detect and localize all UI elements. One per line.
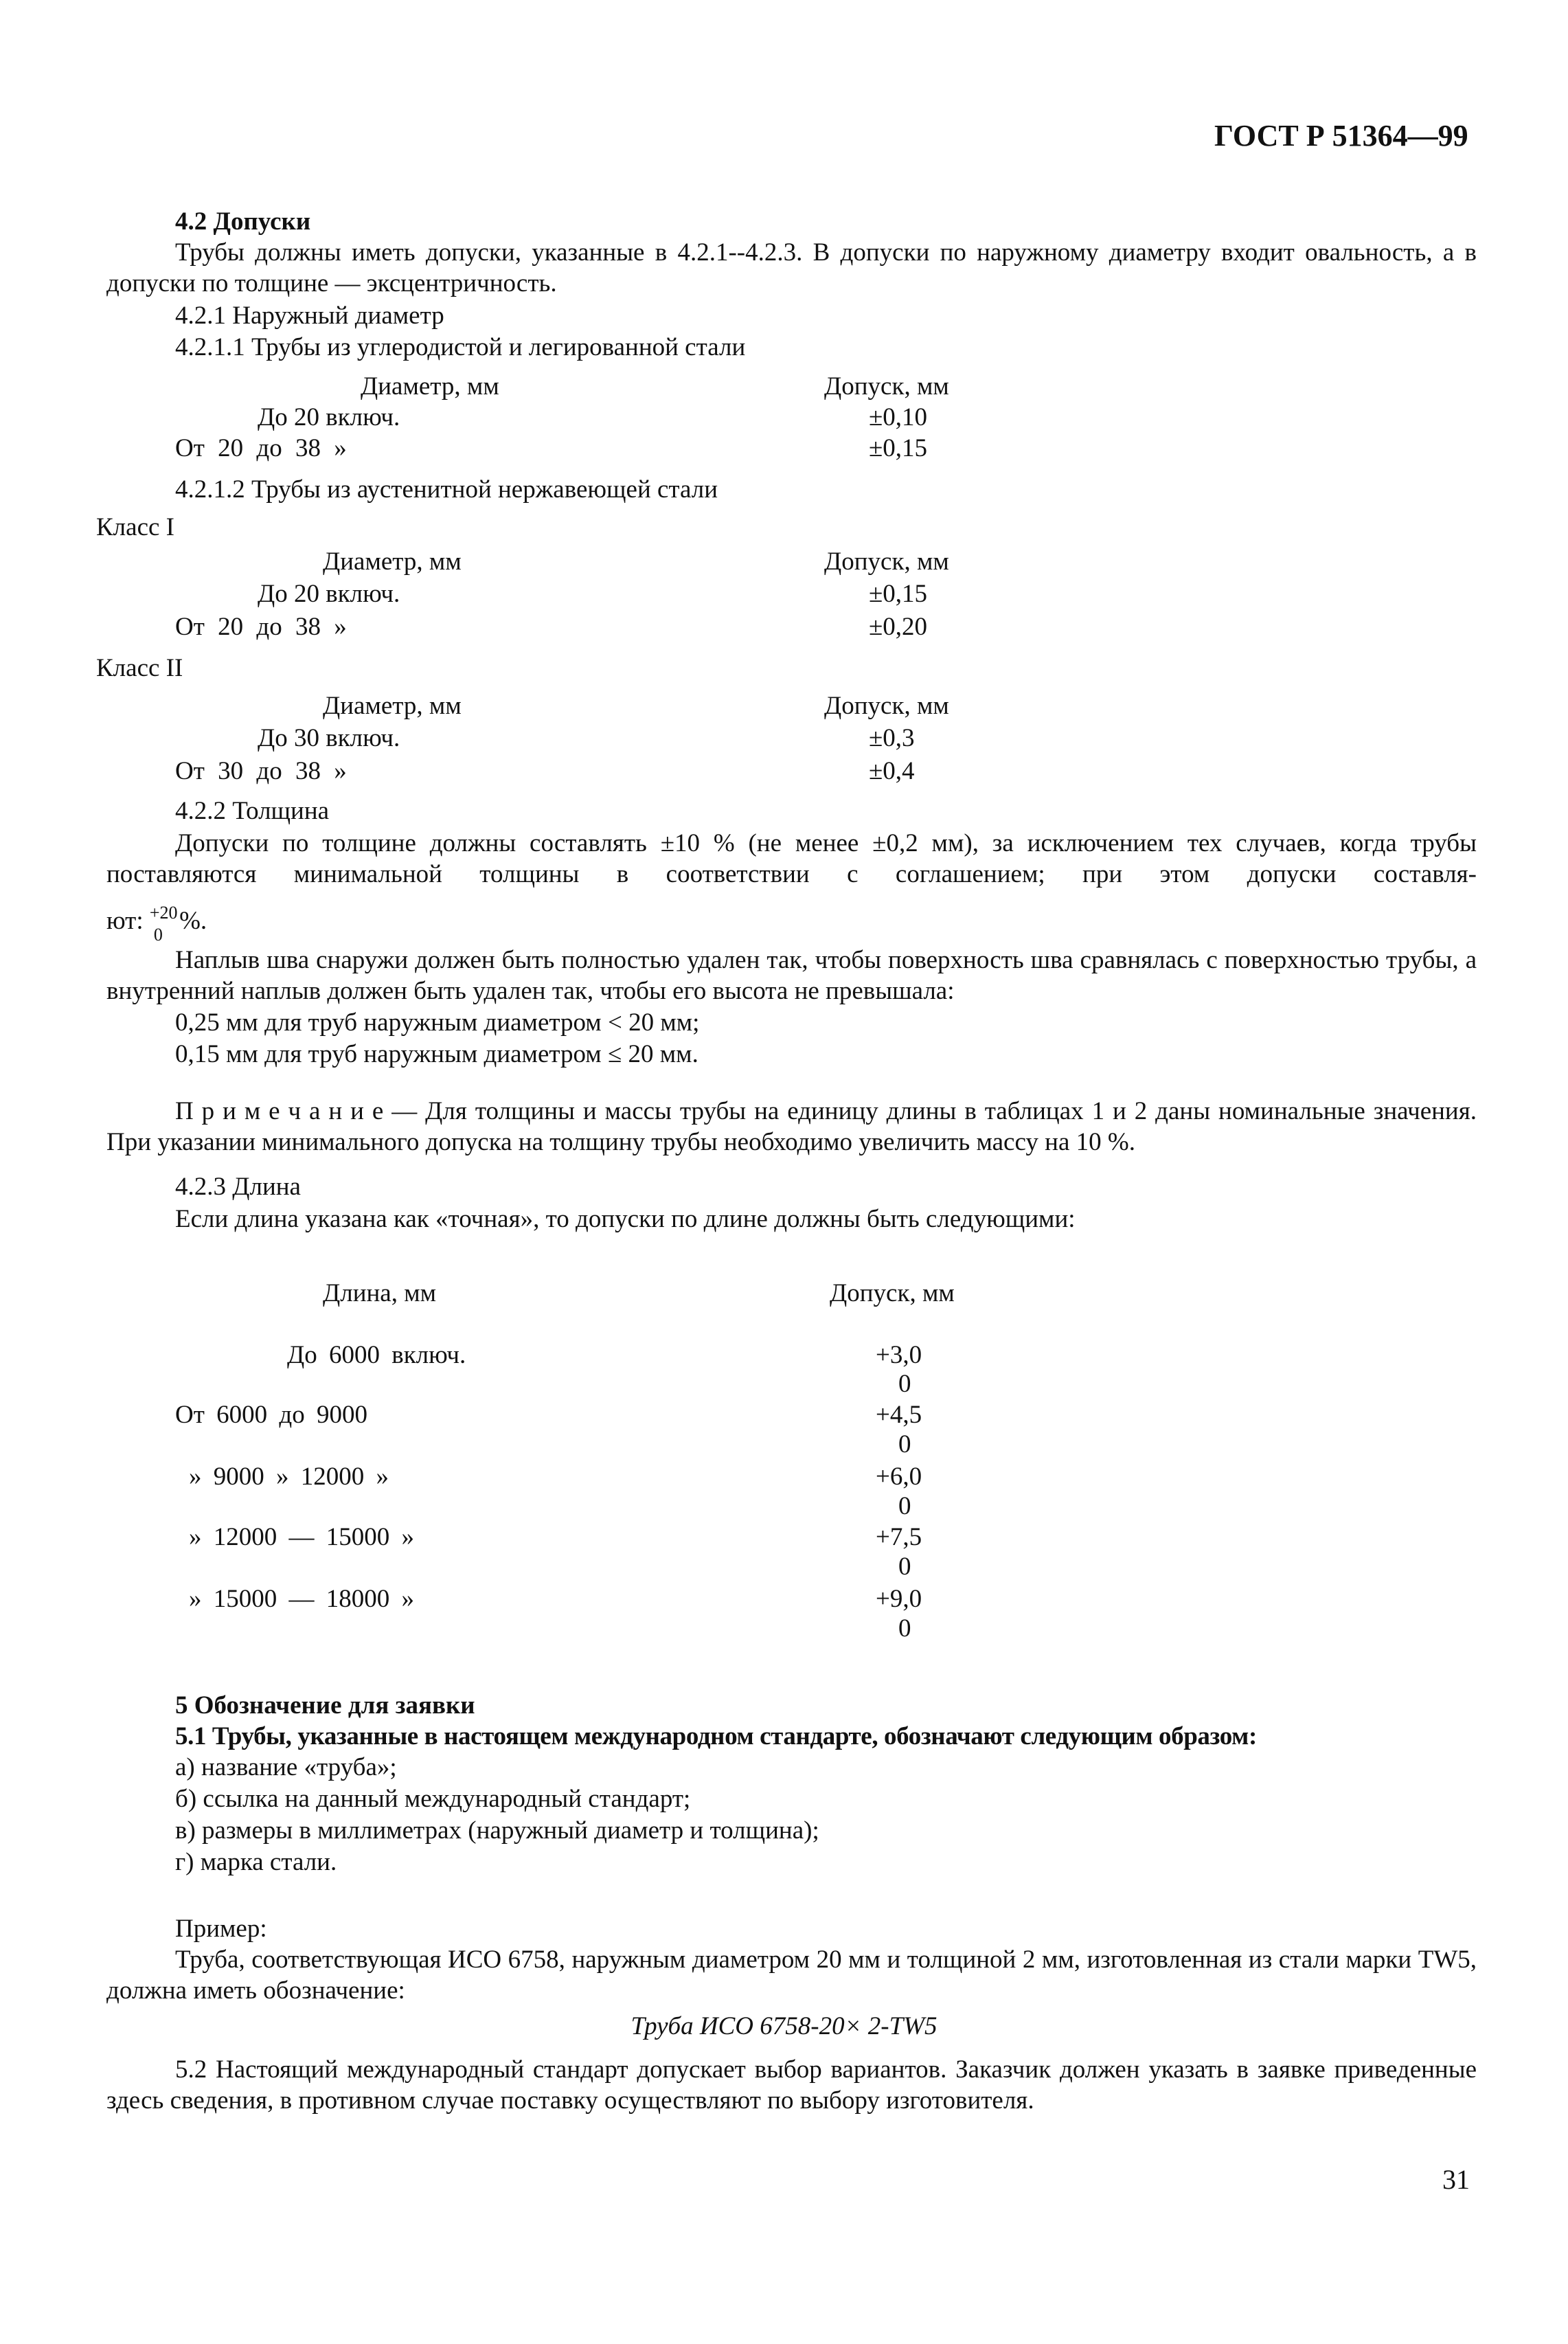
table-row-tolerance-lower: 0 [898, 1553, 911, 1581]
page-number: 31 [1442, 2164, 1470, 2195]
table-row-tolerance: ±0,20 [869, 613, 928, 641]
table-row-range: От 6000 до 9000 [175, 1401, 367, 1429]
table-header-tolerance: Допуск, мм [824, 692, 949, 720]
class-1-label: Класс I [96, 513, 174, 541]
table-header-diameter: Диаметр, мм [323, 548, 462, 576]
table-row-range: До 6000 включ. [287, 1341, 466, 1369]
table-header-tolerance: Допуск, мм [824, 372, 949, 401]
table-row-range: » 9000 » 12000 » [189, 1463, 389, 1491]
table-row-range: От 30 до 38 » [175, 757, 347, 785]
table-header-diameter: Диаметр, мм [361, 372, 499, 401]
weld-limit-2: 0,15 мм для труб наружным диаметром ≤ 20 мм. [175, 1040, 698, 1068]
table-row-tolerance-lower: 0 [898, 1370, 911, 1398]
section-title-4-2-1-1: 4.2.1.1 Трубы из углеродистой и легированной стали [175, 333, 746, 361]
note-text: — Для толщины и массы трубы на единицу длины в таблицах 1 и 2 даны номинальные значения. При указании минимального допуска на толщину трубы необходимо увеличить массу на 10 %. [106, 1097, 1477, 1156]
list-item: а) название «труба»; [175, 1753, 397, 1781]
table-row-tolerance-lower: 0 [898, 1614, 911, 1643]
table-header-length: Длина, мм [323, 1279, 437, 1307]
tolerance-unit: %. [179, 907, 207, 935]
table-row-tolerance: ±0,15 [869, 580, 928, 608]
table-row-range: » 15000 — 18000 » [189, 1585, 414, 1613]
section-title-5: 5 Обозначение для заявки [175, 1691, 475, 1720]
class-2-label: Класс II [96, 654, 183, 682]
note-label: П р и м е ч а н и е [175, 1097, 384, 1125]
table-row-range: » 12000 — 15000 » [189, 1523, 414, 1551]
weld-limit-1: 0,25 мм для труб наружным диаметром < 20 мм; [175, 1008, 700, 1037]
table-row-tolerance-upper: +7,5 [876, 1523, 922, 1551]
table-row-tolerance-upper: +6,0 [876, 1463, 922, 1491]
document-code: ГОСТ Р 51364—99 [1214, 119, 1468, 153]
section-5-1: 5.1 Трубы, указанные в настоящем международном стандарте, обозначают следующим образом: [175, 1722, 1257, 1750]
weld-paragraph: Наплыв шва снаружи должен быть полностью удален так, чтобы поверхность шва сравнялась с поверхностью трубы, а внутренний наплыв должен быть удален так, чтобы его высота не превышала: [106, 946, 1477, 1005]
tolerance-upper: +20 [149, 902, 178, 923]
table-row-tolerance: ±0,10 [869, 403, 928, 431]
list-item: в) размеры в миллиметрах (наружный диаметр и толщина); [175, 1816, 819, 1845]
tolerances-intro: Трубы должны иметь допуски, указанные в 4.2.1--4.2.3. В допуски по наружному диаметру входит овальность, а в допуски по толщине — эксцентричность. [106, 238, 1477, 297]
example-label: Пример: [175, 1915, 267, 1943]
table-row-tolerance: ±0,3 [869, 724, 915, 752]
table-row-tolerance-upper: +9,0 [876, 1585, 922, 1613]
length-intro: Если длина указана как «точная», то допуски по длине должны быть следующими: [175, 1205, 1076, 1233]
table-row-range: До 20 включ. [258, 403, 400, 431]
section-5-2: 5.2 Настоящий международный стандарт допускает выбор вариантов. Заказчик должен указать в заявке приведенные здесь сведения, в противном случае поставку осуществляют по выбору изготовителя. [106, 2055, 1477, 2115]
table-header-tolerance: Допуск, мм [824, 548, 949, 576]
table-row-range: От 20 до 38 » [175, 613, 347, 641]
thickness-paragraph: Допуски по толщине должны составлять ±10 % (не менее ±0,2 мм), за исключением тех случаев, когда трубы поставляются минимальной толщины в соответствии с соглашением; при этом допуски составля- [106, 829, 1477, 888]
table-row-range: До 30 включ. [258, 724, 400, 752]
list-item: б) ссылка на данный международный стандарт; [175, 1785, 691, 1813]
table-row-tolerance-lower: 0 [898, 1430, 911, 1458]
table-row-tolerance-upper: +4,5 [876, 1401, 922, 1429]
designation-example: Труба ИСО 6758-20× 2-TW5 [630, 2012, 938, 2040]
table-row-tolerance-upper: +3,0 [876, 1341, 922, 1369]
section-title-4-2-1: 4.2.1 Наружный диаметр [175, 302, 444, 330]
table-row-tolerance: ±0,4 [869, 757, 915, 785]
table-header-tolerance: Допуск, мм [830, 1279, 955, 1307]
section-title-4-2: 4.2 Допуски [175, 207, 311, 236]
table-row-tolerance: ±0,15 [869, 434, 928, 462]
table-row-range: От 20 до 38 » [175, 434, 347, 462]
table-row-range: До 20 включ. [258, 580, 400, 608]
thickness-tolerance-prefix: ют: [106, 907, 144, 935]
table-row-tolerance-lower: 0 [898, 1492, 911, 1520]
section-title-4-2-2: 4.2.2 Толщина [175, 797, 330, 825]
example-text: Труба, соответствующая ИСО 6758, наружным диаметром 20 мм и толщиной 2 мм, изготовленная из стали марки TW5, должна иметь обозначение: [106, 1946, 1477, 2005]
table-header-diameter: Диаметр, мм [323, 692, 462, 720]
section-title-4-2-1-2: 4.2.1.2 Трубы из аустенитной нержавеющей стали [175, 475, 718, 504]
section-title-4-2-3: 4.2.3 Длина [175, 1173, 301, 1201]
thickness-tolerance-line [106, 902, 207, 945]
tolerance-lower: 0 [153, 924, 163, 945]
note-paragraph [106, 1096, 1477, 1158]
list-item: г) марка стали. [175, 1848, 337, 1876]
